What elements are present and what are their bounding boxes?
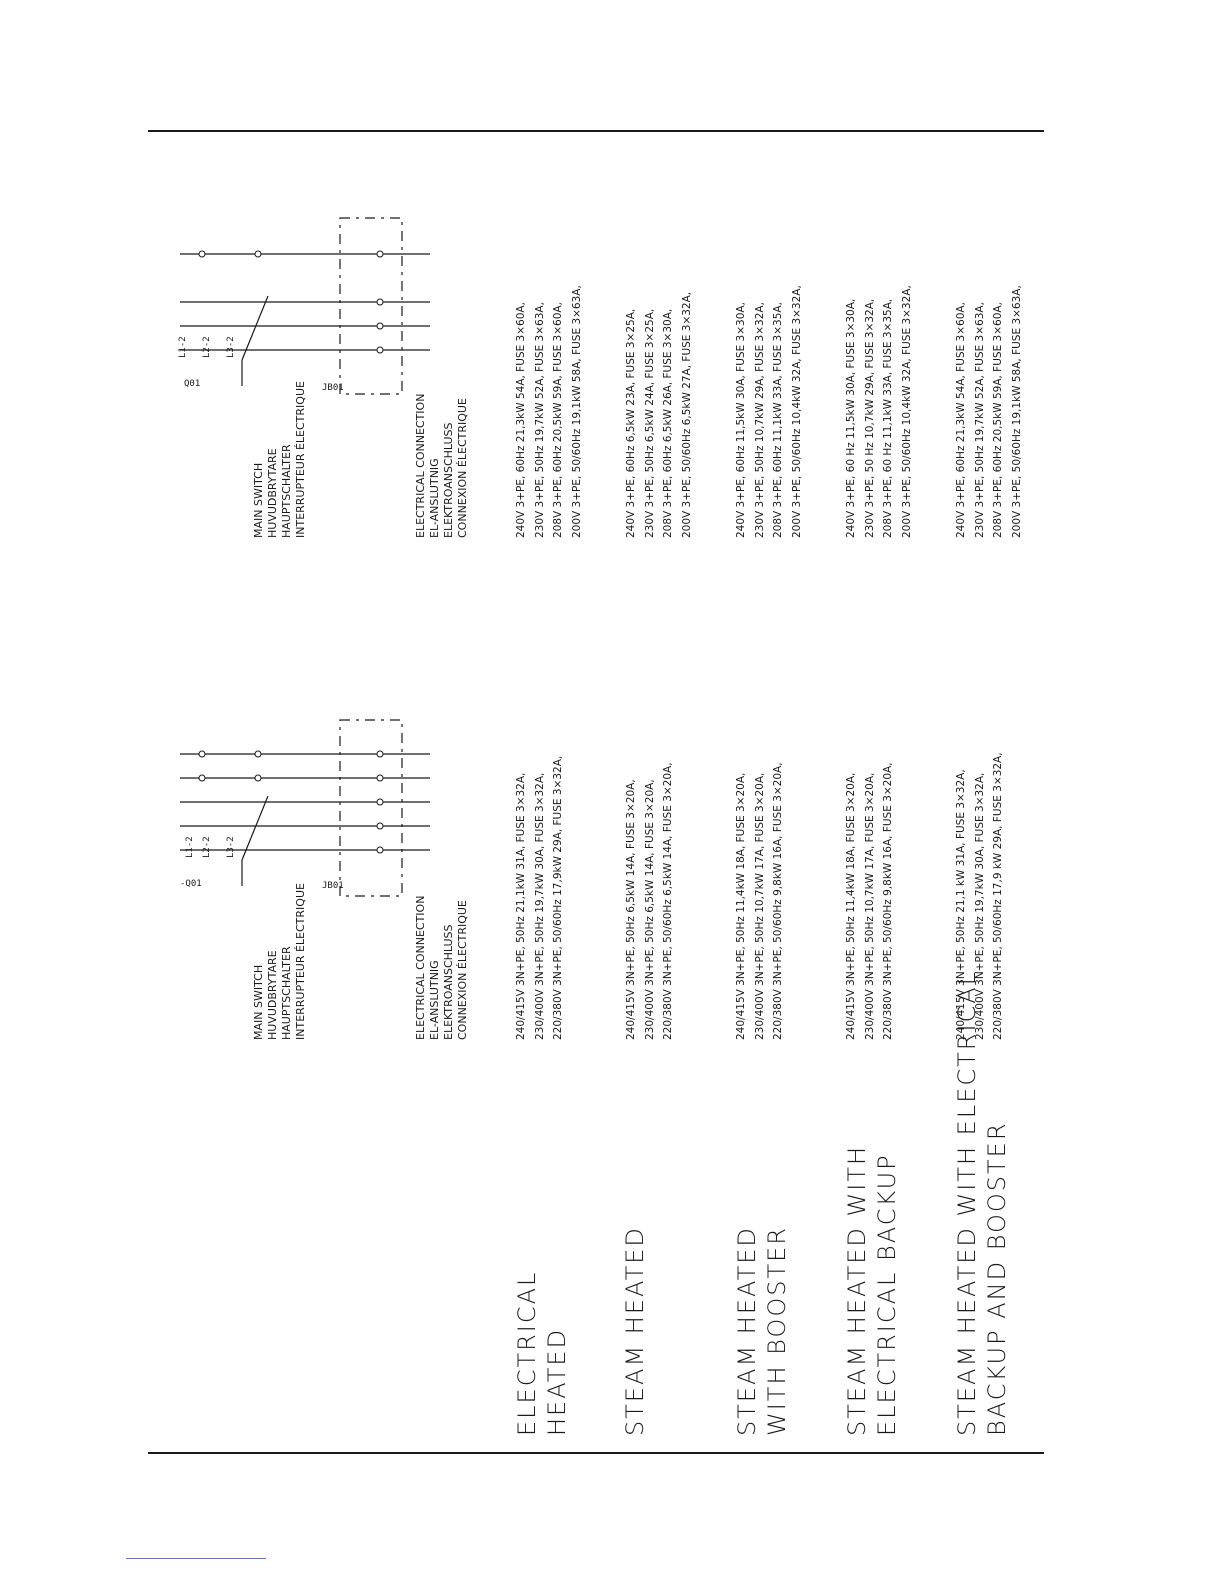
terminal-circle: [377, 823, 383, 829]
terminal-label-l2-2: [202, 836, 212, 858]
label-line: CONNEXION ÉLECTRIQUE: [456, 900, 469, 1040]
terminal-circle: [255, 751, 261, 757]
spec-line: 240/415V 3N+PE, 50Hz 21,1kW 31A, FUSE 3×32A,: [515, 772, 527, 1040]
switch-ref: Q01: [184, 379, 201, 389]
terminal-label-3-l1-2: [178, 336, 188, 358]
terminal-circle: [377, 847, 383, 853]
schematic-3n-pe: [170, 710, 450, 910]
spec-line: 240V 3+PE, 60Hz 11,5kW 30A, FUSE 3×30A,: [735, 302, 747, 538]
spec-line: 220/380V 3N+PE, 50/60Hz 6,5kW 14A, FUSE 3×20A,: [662, 762, 674, 1040]
schematic-3-pe: [170, 210, 450, 410]
schematic-lines: [180, 218, 430, 394]
specs-3-electrical: [512, 285, 586, 538]
spec-line: 230V 3+PE, 50 Hz 10,7kW 29A, FUSE 3×32A,: [863, 298, 876, 538]
specs-3-steam: [622, 292, 696, 538]
terminal-label: L1-2: [178, 336, 188, 358]
category-title-line2: ELECTRICAL BACKUP: [873, 1153, 901, 1436]
footer-link-line: [126, 1558, 266, 1559]
spec-line: 200V 3+PE, 50/60Hz 19,1kW 58A, FUSE 3×63A,: [570, 285, 583, 538]
label-line: HUVUDBRYTARE: [266, 448, 279, 538]
terminal-circle: [199, 775, 205, 781]
label-line: INTERRUPTEUR ÉLECTRIQUE: [294, 381, 307, 538]
terminal-circle: [377, 323, 383, 329]
terminal-label-l3-2: [226, 836, 236, 858]
category-title-line1: STEAM HEATED: [733, 1226, 761, 1436]
spec-line: 230/400V 3N+PE, 50Hz 19,7kW 30A, FUSE 3×32A,: [533, 772, 546, 1040]
spec-line: 240V 3+PE, 60Hz 6,5kW 23A, FUSE 3×25A,: [625, 308, 637, 538]
category-title-line1: STEAM HEATED WITH: [843, 1144, 871, 1436]
schematic-labels: [180, 879, 344, 891]
category-title-line2: BACKUP AND BOOSTER: [983, 1121, 1011, 1436]
label-line: HUVUDBRYTARE: [266, 950, 279, 1040]
spec-line: 208V 3+PE, 60Hz 20,5kW 59A, FUSE 3×60A,: [992, 302, 1004, 538]
specs-3n-steam-backup: [842, 762, 898, 1040]
spec-line: 200V 3+PE, 50/60Hz 6,5kW 27A, FUSE 3×32A,: [680, 291, 693, 538]
category-steam-heated-backup: [842, 1145, 902, 1436]
terminal-circle: [377, 799, 383, 805]
spec-line: 230V 3+PE, 50Hz 19,7kW 52A, FUSE 3×63A,: [533, 302, 546, 538]
spec-line: 230V 3+PE, 50Hz 10,7kW 29A, FUSE 3×32A,: [753, 302, 766, 538]
spec-line: 230/400V 3N+PE, 50Hz 10,7kW 17A, FUSE 3×20A,: [863, 772, 876, 1040]
label-line: ELEKTROANSCHLUSS: [442, 924, 455, 1040]
terminal-label: L2-2: [202, 336, 212, 358]
bottom-rule: [148, 1452, 1044, 1454]
specs-3n-electrical: [512, 756, 568, 1040]
spec-line: 240/415V 3N+PE, 50Hz 6,5kW 14A, FUSE 3×20A,: [625, 779, 637, 1040]
label-line: HAUPTSCHALTER: [280, 444, 293, 538]
label-line: MAIN SWITCH: [252, 964, 265, 1040]
spec-line: 230/400V 3N+PE, 50Hz 10,7kW 17A, FUSE 3×20A,: [753, 772, 766, 1040]
terminal-circle: [377, 251, 383, 257]
connection-labels-3: [414, 394, 470, 538]
spec-line: 240V 3+PE, 60 Hz 11,5kW 30A, FUSE 3×30A,: [845, 298, 857, 538]
category-title-line2: WITH BOOSTER: [763, 1226, 791, 1436]
junction-box-frame: [340, 218, 402, 394]
terminal-circle: [255, 251, 261, 257]
spec-line: 240V 3+PE, 60Hz 21,3kW 54A, FUSE 3×60A,: [515, 302, 527, 538]
category-steam-heated-booster: [732, 1226, 792, 1436]
specs-3n-steam-backup-booster: [952, 752, 1008, 1040]
terminal-label-3-l3-2: [226, 336, 236, 358]
schematic-labels: [184, 379, 344, 393]
spec-line: 230/400V 3N+PE, 50Hz 6,5kW 14A, FUSE 3×20A,: [643, 779, 656, 1040]
terminal-circle: [377, 299, 383, 305]
label-line: ELEKTROANSCHLUSS: [442, 422, 455, 538]
spec-line: 240/415V 3N+PE, 50Hz 21,1 kW 31A, FUSE 3×32A,: [955, 769, 967, 1040]
specs-3-steam-booster: [732, 285, 806, 538]
spec-line: 200V 3+PE, 50/60Hz 10,4kW 32A, FUSE 3×32A,: [790, 285, 803, 538]
label-line: ELECTRICAL CONNECTION: [414, 393, 427, 538]
label-line: EL-ANSLUTNIG: [428, 458, 441, 538]
terminal-label: L3-2: [226, 836, 236, 858]
spec-line: 208V 3+PE, 60 Hz 11,1kW 33A, FUSE 3×35A,: [882, 298, 894, 538]
spec-line: 230/400V 3N+PE, 50Hz 19,7kW 30A, FUSE 3×32A,: [973, 772, 986, 1040]
label-line: EL-ANSLUTNIG: [428, 960, 441, 1040]
category-title-line1: STEAM HEATED: [621, 1226, 649, 1436]
spec-line: 220/380V 3N+PE, 50/60Hz 17,9 kW 29A, FUSE 3×32A,: [992, 752, 1004, 1040]
category-title-line1: STEAM HEATED WITH ELECTRICAL: [953, 969, 981, 1436]
terminal-circle: [377, 775, 383, 781]
spec-line: 208V 3+PE, 60Hz 20,5kW 59A, FUSE 3×60A,: [552, 302, 564, 538]
box-ref: JB01: [322, 383, 344, 393]
terminal-circle: [199, 251, 205, 257]
spec-line: 230V 3+PE, 50Hz 19,7kW 52A, FUSE 3×63A,: [973, 302, 986, 538]
category-steam-heated: [620, 1226, 650, 1436]
schematic-lines: [180, 720, 430, 896]
terminal-label: L1-2: [185, 836, 195, 858]
switch-ref: -Q01: [180, 879, 202, 889]
spec-line: 240/415V 3N+PE, 50Hz 11,4kW 18A, FUSE 3×20A,: [845, 772, 857, 1040]
spec-line: 200V 3+PE, 50/60Hz 10,4kW 32A, FUSE 3×32A,: [900, 285, 913, 538]
connection-labels-3n: [414, 896, 470, 1040]
terminal-label: L3-2: [226, 336, 236, 358]
terminal-circle: [377, 347, 383, 353]
terminal-circle: [377, 751, 383, 757]
category-title-line2: HEATED: [543, 1327, 571, 1436]
top-rule: [148, 130, 1044, 132]
spec-line: 208V 3+PE, 60Hz 11,1kW 33A, FUSE 3×35A,: [772, 302, 784, 538]
label-line: ELECTRICAL CONNECTION: [414, 895, 427, 1040]
category-title-line1: ELECTRICAL: [513, 1270, 541, 1436]
spec-line: 208V 3+PE, 60Hz 6,5kW 26A, FUSE 3×30A,: [662, 308, 674, 538]
terminal-label: L2-2: [202, 836, 212, 858]
junction-box-frame: [340, 720, 402, 896]
spec-line: 240/415V 3N+PE, 50Hz 11,4kW 18A, FUSE 3×20A,: [735, 772, 747, 1040]
box-ref: JB01: [322, 881, 344, 891]
label-line: INTERRUPTEUR ÉLECTRIQUE: [294, 883, 307, 1040]
terminal-labels-top-3n: [178, 836, 202, 858]
specs-3-steam-backup-booster: [952, 285, 1026, 538]
spec-line: 200V 3+PE, 50/60Hz 19,1kW 58A, FUSE 3×63A,: [1010, 285, 1023, 538]
spec-line: 220/380V 3N+PE, 50/60Hz 17,9kW 29A, FUSE 3×32A,: [552, 755, 564, 1040]
terminal-circle: [199, 751, 205, 757]
spec-line: 230V 3+PE, 50Hz 6,5kW 24A, FUSE 3×25A,: [643, 308, 656, 538]
label-line: CONNEXION ÉLECTRIQUE: [456, 398, 469, 538]
spec-line: 240V 3+PE, 60Hz 21,3kW 54A, FUSE 3×60A,: [955, 302, 967, 538]
specs-3n-steam: [622, 762, 678, 1040]
terminal-label-3-l2-2: [202, 336, 212, 358]
category-electrical-heated: [512, 1271, 572, 1436]
spec-line: 220/380V 3N+PE, 50/60Hz 9,8kW 16A, FUSE 3×20A,: [772, 762, 784, 1040]
label-line: MAIN SWITCH: [252, 462, 265, 538]
label-line: HAUPTSCHALTER: [280, 946, 293, 1040]
terminal-circle: [255, 775, 261, 781]
spec-line: 220/380V 3N+PE, 50/60Hz 9,8kW 16A, FUSE 3×20A,: [882, 762, 894, 1040]
specs-3-steam-backup: [842, 285, 916, 538]
specs-3n-steam-booster: [732, 762, 788, 1040]
